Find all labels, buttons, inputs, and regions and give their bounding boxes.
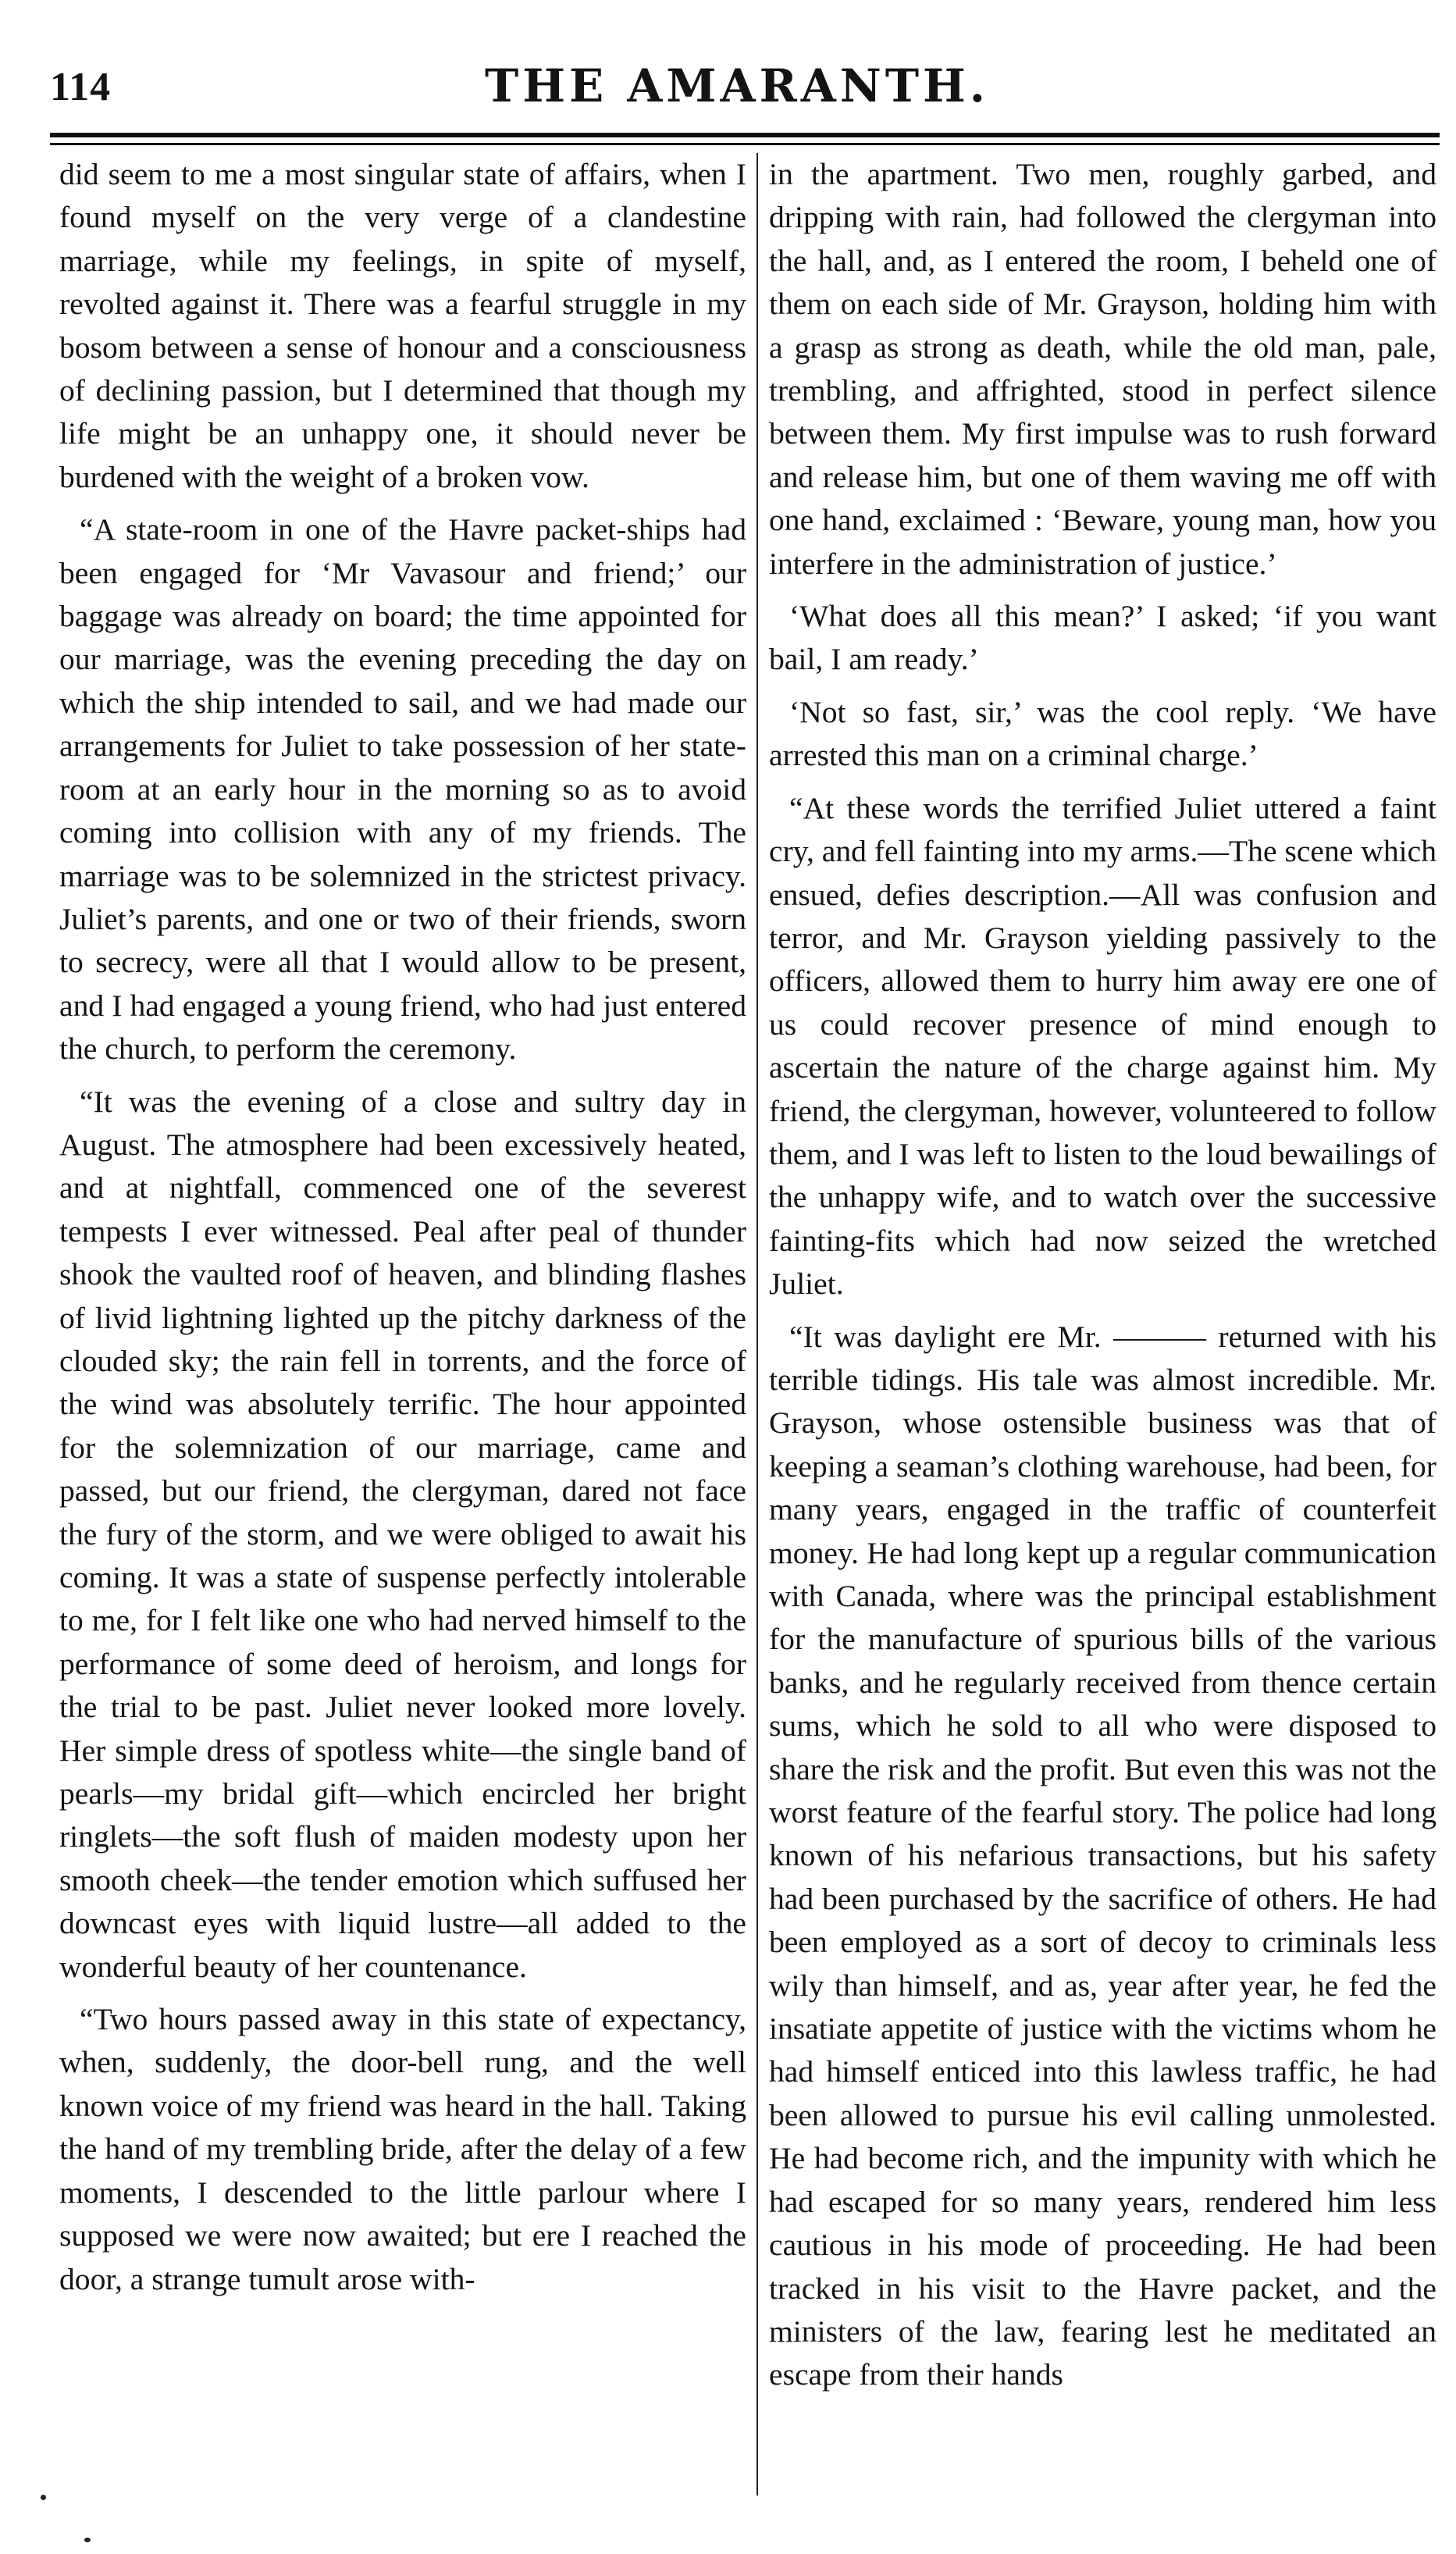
paragraph: “Two hours passed away in this state of expectancy, when, suddenly, the door-bell rung, and the well known voice of my friend was heard in the hall. Taking the hand of my trembling bride, after the delay of a few moments, I descended to the little parlour where I supposed we were now awaited; but ere I reached the door, a strange tumult arose with- <box>59 2002 746 2296</box>
left-column <box>59 153 746 2310</box>
paragraph: “A state-room in one of the Havre packet-ships had been engaged for ‘Mr Vavasour and friend;’ our baggage was already on board; the time appointed for our marriage, was the evening preceding the day on which the ship intended to sail, and we had made our arrangements for Juliet to take possession of her state-room at an early hour in the morning so as to avoid coming into collision with any of my friends. The marriage was to be solemnized in the strictest privacy. Juliet’s parents, and one or two of their friends, sworn to secrecy, were all that I would allow to be present, and I had engaged a young friend, who had just entered the church, to perform the ceremony. <box>59 512 746 1067</box>
paragraph: “At these words the terrified Juliet uttered a faint cry, and fell fainting into my arms.—The scene which ensued, defies description.—All was confusion and terror, and Mr. Grayson yielding passively to the officers, allowed them to hurry him away ere one of us could recover presence of mind enough to ascertain the nature of the charge against him. My friend, the clergyman, however, volunteered to follow them, and I was left to listen to the loud bewailings of the unhappy wife, and to watch over the successive fainting-fits which had now seized the wretched Juliet. <box>769 790 1436 1302</box>
column-divider <box>756 153 758 2495</box>
header-rule-thick <box>50 133 1440 137</box>
paragraph: “It was the evening of a close and sultry day in August. The atmosphere had been excessively heated, and at nightfall, commenced one of the severest tempests I ever witnessed. Peal after peal of thunder shook the vaulted roof of heaven, and blinding flashes of livid lightning lighted up the pitchy darkness of the clouded sky; the rain fell in torrents, and the force of the wind was absolutely terrific. The hour appointed for the solemnization of our marriage, came and passed, but our friend, the clergyman, dared not face the fury of the storm, and we were obliged to await his coming. It was a state of suspense perfectly intolerable to me, for I felt like one who had nerved himself to the performance of some deed of heroism, and longs for the trial to be past. Juliet never looked more lovely. Her simple dress of spotless white—the single band of pearls—my bridal gift—which encircled her bright ringlets—the soft flush of maiden modesty upon her smooth cheek—the tender emotion which suffused her downcast eyes with liquid lustre—all added to the wonderful beauty of her countenance. <box>59 1084 746 1984</box>
paragraph: ‘Not so fast, sir,’ was the cool reply. ‘We have arrested this man on a criminal charge.’ <box>769 694 1436 773</box>
paragraph: in the apartment. Two men, roughly garbed, and dripping with rain, had followed the clergyman into the hall, and, as I entered the room, I beheld one of them on each side of Mr. Grayson, holding him with a grasp as strong as death, while the old man, pale, trembling, and affrighted, stood in perfect silence between them. My first impulse was to rush forward and release him, but one of them waving me off with one hand, exclaimed : ‘Beware, young man, how you interfere in the administration of justice.’ <box>769 157 1436 581</box>
running-title: THE AMARANTH. <box>485 59 989 112</box>
ink-speck <box>41 2495 46 2500</box>
paragraph: “It was daylight ere Mr. ——— returned with his terrible tidings. His tale was almost incredible. Mr. Grayson, whose ostensible business was that of keeping a seaman’s clothing warehouse, had been, for many years, engaged in the traffic of counterfeit money. He had long kept up a regular communication with Canada, where was the principal establishment for the manufacture of spurious bills of the various banks, and he regularly received from thence certain sums, which he sold to all who were disposed to share the risk and the profit. But even this was not the worst feature of the fearful story. The police had long known of his nefarious transactions, but his safety had been purchased by the sacrifice of others. He had been employed as a sort of decoy to criminals less wily than himself, and as, year after year, he fed the insatiate appetite of justice with the victims whom he had himself enticed into this lawless traffic, he had been allowed to pursue his evil calling unmolested. He had become rich, and the impunity with which he had escaped for so many years, rendered him less cautious in his mode of proceeding. He had been tracked in his visit to the Havre packet, and the ministers of the law, fearing lest he meditated an escape from their hands <box>769 1319 1436 2392</box>
page-header <box>50 55 1424 125</box>
page-number: 114 <box>50 65 112 109</box>
header-rule-thin <box>50 143 1440 145</box>
right-column <box>769 153 1436 2406</box>
paragraph: ‘What does all this mean?’ I asked; ‘if you want bail, I am ready.’ <box>769 599 1436 677</box>
ink-speck <box>84 2538 91 2542</box>
paragraph: did seem to me a most singular state of affairs, when I found myself on the very verge of a clandestine marriage, while my feelings, in spite of myself, revolted against it. There was a fearful struggle in my bosom between a sense of honour and a consciousness of declining passion, but I determined that though my life might be an unhappy one, it should never be burdened with the weight of a broken vow. <box>59 157 746 494</box>
